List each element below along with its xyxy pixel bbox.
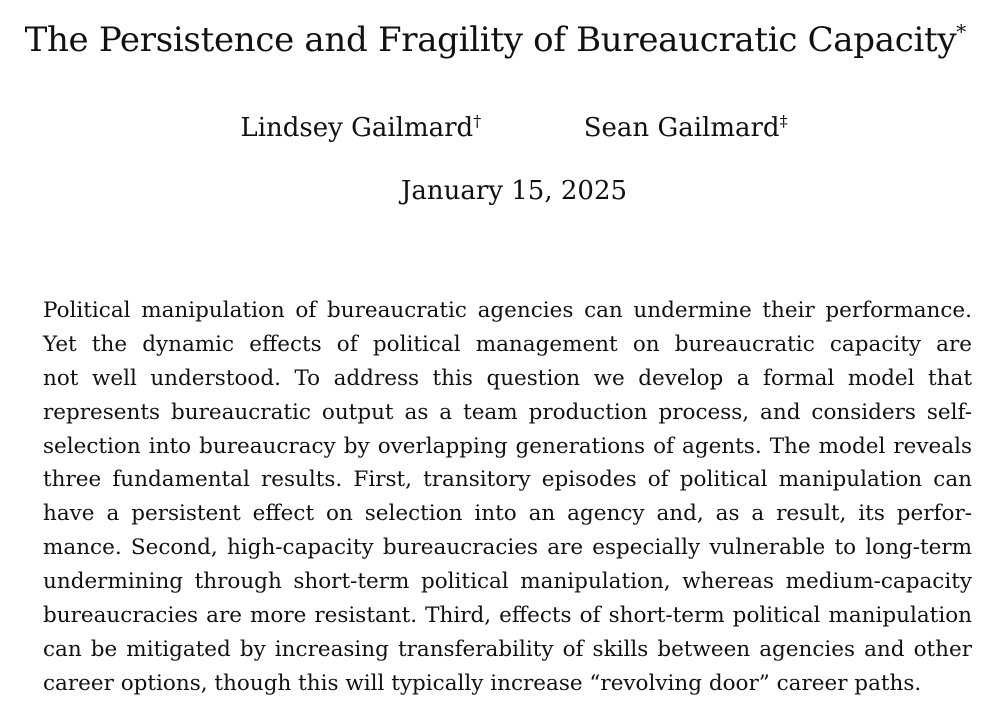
abstract-line: selection into bureaucracy by overlapping generations of agents. The model reveals	[43, 433, 972, 459]
author-1-name: Lindsey Gailmard	[240, 113, 474, 143]
abstract-line: represents bureaucratic output as a team production process, and considers self-	[43, 399, 972, 425]
author-2-footnote-mark: ‡	[779, 111, 788, 131]
title-footnote-mark: *	[956, 19, 966, 44]
author-2-name: Sean Gailmard	[583, 113, 780, 143]
author-1-footnote-mark: †	[473, 111, 482, 131]
abstract-line: can be mitigated by increasing transferability of skills between agencies and other	[43, 636, 972, 662]
abstract-line: bureaucracies are more resistant. Third, effects of short-term political manipulation	[43, 603, 972, 629]
author-2	[584, 113, 788, 143]
author-1	[240, 113, 481, 143]
abstract-line: not well understood. To address this question we develop a formal model that	[43, 365, 972, 391]
abstract-line: Political manipulation of bureaucratic agencies can undermine their performance.	[43, 298, 972, 323]
author-list	[0, 113, 1000, 143]
title-text: The Persistence and Fragility of Bureaucratic Capacity	[24, 20, 957, 60]
abstract-line: mance. Second, high-capacity bureaucracies are especially vulnerable to long-term	[43, 535, 972, 561]
abstract-line: career options, though this will typically increase “revolving door” career paths.	[43, 670, 922, 696]
abstract-line: undermining through short-term political manipulation, whereas medium-capacity	[43, 569, 972, 595]
publication-date: January 15, 2025	[400, 176, 628, 206]
abstract-line: Yet the dynamic effects of political management on bureaucratic capacity are	[43, 331, 972, 357]
abstract	[43, 294, 972, 701]
paper-title	[0, 20, 1000, 60]
abstract-line: three fundamental results. First, transitory episodes of political manipulation can	[43, 467, 972, 493]
abstract-line: have a persistent effect on selection into an agency and, as a result, its perfor-	[43, 501, 972, 527]
